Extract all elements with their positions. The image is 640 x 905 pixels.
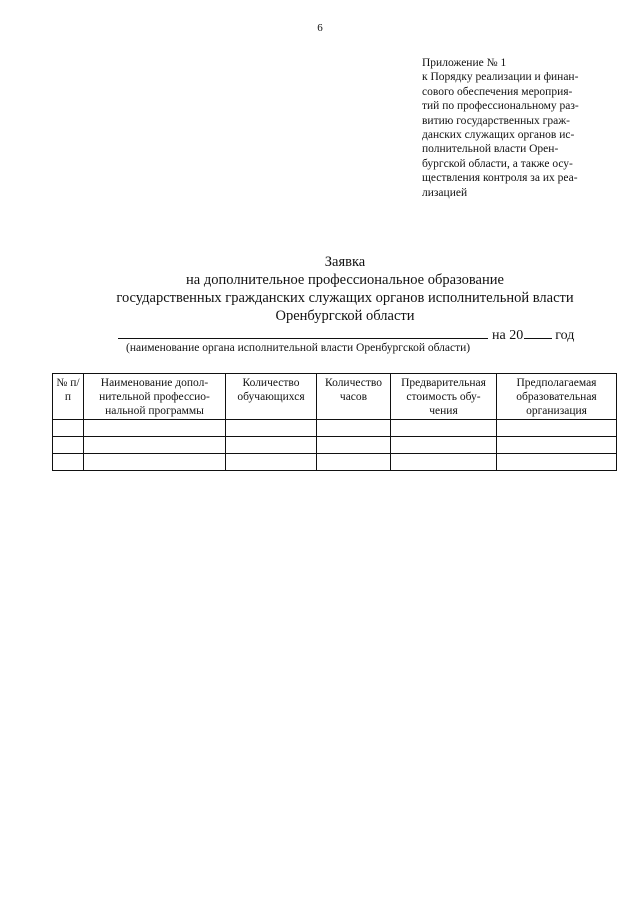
table-cell bbox=[226, 454, 317, 471]
application-table bbox=[52, 373, 617, 471]
year-blank bbox=[524, 326, 552, 339]
appendix-line: лизацией bbox=[422, 186, 468, 199]
table-cell bbox=[391, 454, 497, 471]
document-title bbox=[0, 253, 640, 325]
table-cell bbox=[53, 454, 84, 471]
title-line: государственных гражданских служащих органов исполнительной власти bbox=[116, 290, 574, 306]
table-cell bbox=[497, 437, 617, 454]
table-cell bbox=[84, 420, 226, 437]
table-cell bbox=[226, 437, 317, 454]
table-cell bbox=[317, 420, 391, 437]
column-header-hours: Количество часов bbox=[317, 374, 391, 420]
column-header-number: № п/п bbox=[53, 374, 84, 420]
table-row bbox=[53, 454, 617, 471]
appendix-note bbox=[422, 56, 612, 200]
appendix-line: сового обеспечения мероприя- bbox=[422, 85, 573, 98]
table-cell bbox=[391, 437, 497, 454]
table-cell bbox=[497, 420, 617, 437]
page-number: 6 bbox=[317, 22, 323, 34]
table-cell bbox=[391, 420, 497, 437]
table-cell bbox=[226, 420, 317, 437]
appendix-line: полнительной власти Орен- bbox=[422, 143, 559, 156]
column-header-students: Количество обучающихся bbox=[226, 374, 317, 420]
appendix-line: витию государственных граж- bbox=[422, 114, 570, 127]
title-line: Оренбургской области bbox=[275, 308, 415, 324]
appendix-line: ществления контроля за их реа- bbox=[422, 172, 578, 185]
table-cell bbox=[84, 454, 226, 471]
column-header-organization: Предполагаемая образовательная организация bbox=[497, 374, 617, 420]
appendix-line: тий по профессиональному раз- bbox=[422, 100, 579, 113]
title-line: на дополнительное профессиональное образование bbox=[186, 272, 504, 288]
appendix-line: бургской области, а также осу- bbox=[422, 157, 573, 170]
table-cell bbox=[84, 437, 226, 454]
title-line: Заявка bbox=[324, 254, 366, 270]
table-cell bbox=[53, 420, 84, 437]
appendix-line: к Порядку реализации и финан- bbox=[422, 71, 579, 84]
organ-blank-caption: (наименование органа исполнительной власти Оренбургской области) bbox=[126, 342, 471, 354]
appendix-line: данских служащих органов ис- bbox=[422, 129, 575, 142]
column-header-program: Наименование допол-нительной профессио-нальной программы bbox=[84, 374, 226, 420]
table-cell bbox=[53, 437, 84, 454]
column-header-cost: Предварительная стоимость обу-чения bbox=[391, 374, 497, 420]
year-prefix: на 20 bbox=[492, 328, 524, 343]
year-suffix: год bbox=[555, 328, 575, 343]
table-cell bbox=[317, 454, 391, 471]
appendix-line: Приложение № 1 bbox=[422, 57, 507, 69]
table-cell bbox=[497, 454, 617, 471]
organ-name-blank bbox=[118, 326, 488, 339]
table-row bbox=[53, 420, 617, 437]
table-cell bbox=[317, 437, 391, 454]
table-row bbox=[53, 437, 617, 454]
table-header-row bbox=[53, 374, 617, 420]
